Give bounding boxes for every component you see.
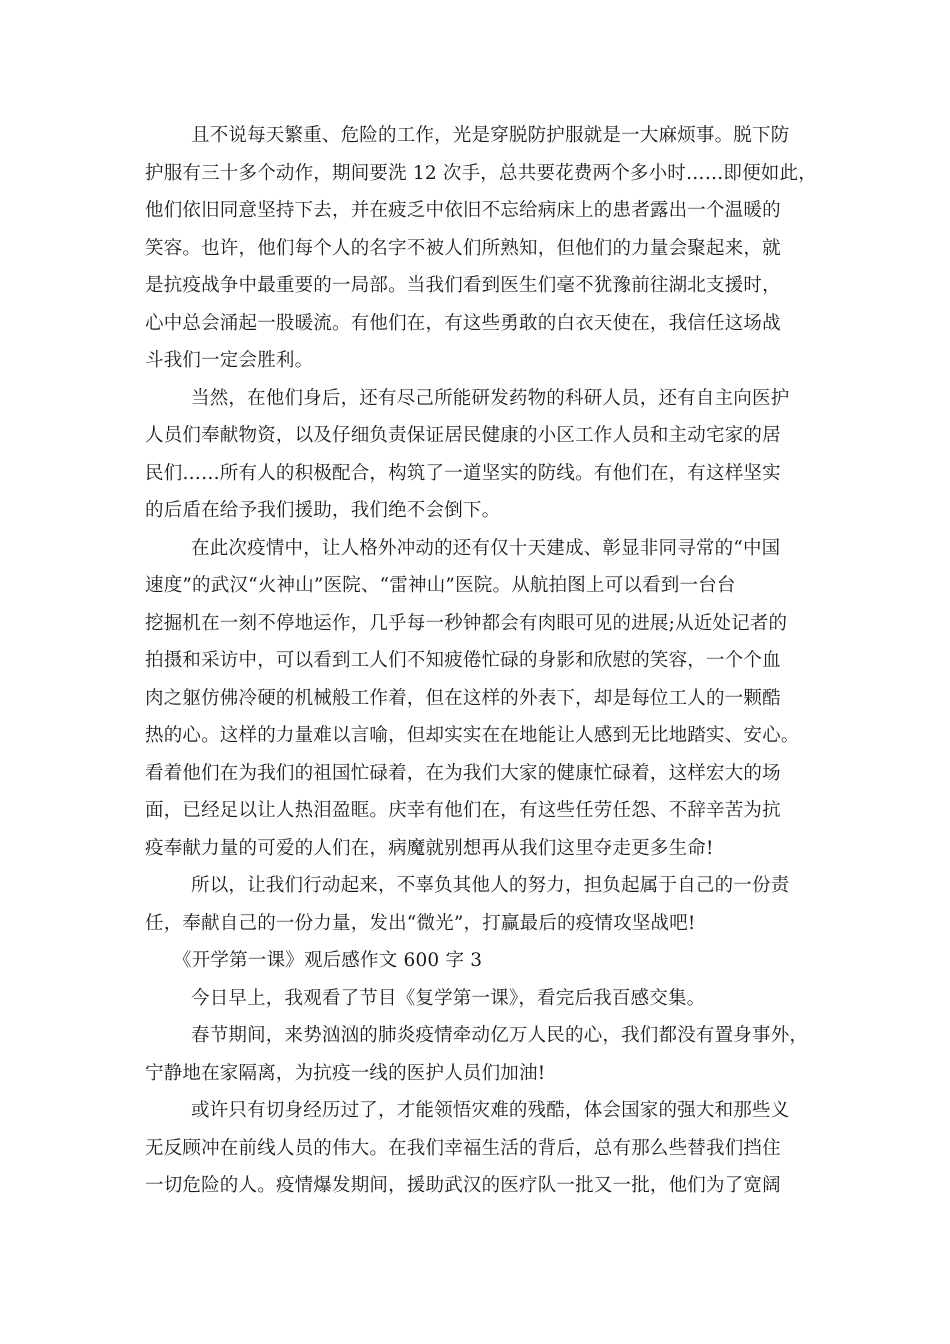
text-line: 或许只有切身经历过了，才能领悟灾难的残酷，体会国家的强大和那些义 — [191, 1100, 790, 1121]
text-line: 疫奉献力量的可爱的人们在，病魔就别想再从我们这里夺走更多生命! — [145, 837, 714, 859]
text-line: 护服有三十多个动作，期间要洗 12 次手，总共要花费两个多小时……即便如此， — [145, 162, 817, 184]
text-line: 无反顾冲在前线人员的伟大。在我们幸福生活的背后，总有那么些替我们挡住 — [145, 1137, 781, 1159]
text-line: 面，已经足以让人热泪盈眶。庆幸有他们在，有这些任劳任怨、不辞辛苦为抗 — [145, 800, 781, 821]
text-line: 且不说每天繁重、危险的工作，光是穿脱防护服就是一大麻烦事。脱下防 — [191, 125, 790, 146]
text-line: 挖掘机在一刻不停地运作，几乎每一秒钟都会有肉眼可见的进展;从近处记者的 — [145, 612, 788, 634]
text-line: 《开学第一课》观后感作文 600 字 3 — [173, 950, 483, 971]
text-line: 人员们奉献物资，以及仔细负责保证居民健康的小区工作人员和主动宅家的居 — [145, 425, 781, 446]
text-line: 心中总会涌起一股暖流。有他们在，有这些勇敢的白衣天使在，我信任这场战 — [145, 312, 781, 334]
text-line: 肉之躯仿佛冷硬的机械般工作着，但在这样的外表下，却是每位工人的一颗酷 — [145, 687, 781, 709]
text-line: 任，奉献自己的一份力量，发出“微光”，打赢最后的疫情攻坚战吧! — [145, 912, 696, 934]
text-line: 他们依旧同意坚持下去，并在疲乏中依旧不忘给病床上的患者露出一个温暖的 — [145, 200, 781, 221]
text-line: 是抗疫战争中最重要的一局部。当我们看到医生们毫不犹豫前往湖北支援时， — [145, 275, 781, 296]
text-line: 热的心。这样的力量难以言喻，但却实实在在地能让人感到无比地踏实、安心。 — [145, 725, 800, 746]
text-line: 宁静地在家隔离，为抗疫一线的医护人员们加油! — [145, 1062, 546, 1084]
text-line: 当然，在他们身后，还有尽己所能研发药物的科研人员，还有自主向医护 — [191, 387, 790, 409]
text-line: 春节期间，来势汹汹的肺炎疫情牵动亿万人民的心，我们都没有置身事外， — [191, 1025, 809, 1046]
text-line: 速度”的武汉“火神山”医院、“雷神山”医院。从航拍图上可以看到一台台 — [145, 575, 736, 596]
text-line: 看着他们在为我们的祖国忙碌着，在为我们大家的健康忙碌着，这样宏大的场 — [145, 762, 781, 784]
text-line: 所以，让我们行动起来，不辜负其他人的努力，担负起属于自己的一份责 — [191, 875, 790, 896]
document-body — [145, 117, 835, 1205]
text-line: 民们……所有人的积极配合，构筑了一道坚实的防线。有他们在，有这样坚实 — [145, 462, 781, 484]
text-line: 今日早上，我观看了节目《复学第一课》，看完后我百感交集。 — [191, 987, 706, 1009]
text-line: 的后盾在给予我们援助，我们绝不会倒下。 — [145, 500, 501, 521]
text-line: 拍摄和采访中，可以看到工人们不知疲倦忙碌的身影和欣慰的笑容，一个个血 — [145, 650, 781, 671]
text-line: 一切危险的人。疫情爆发期间，援助武汉的医疗队一批又一批，他们为了宽阔 — [145, 1175, 781, 1196]
text-line: 在此次疫情中，让人格外冲动的还有仅十天建成、彰显非同寻常的“中国 — [191, 537, 781, 559]
text-line: 斗我们一定会胜利。 — [145, 350, 314, 371]
text-line: 笑容。也许，他们每个人的名字不被人们所熟知，但他们的力量会聚起来，就 — [145, 237, 781, 259]
